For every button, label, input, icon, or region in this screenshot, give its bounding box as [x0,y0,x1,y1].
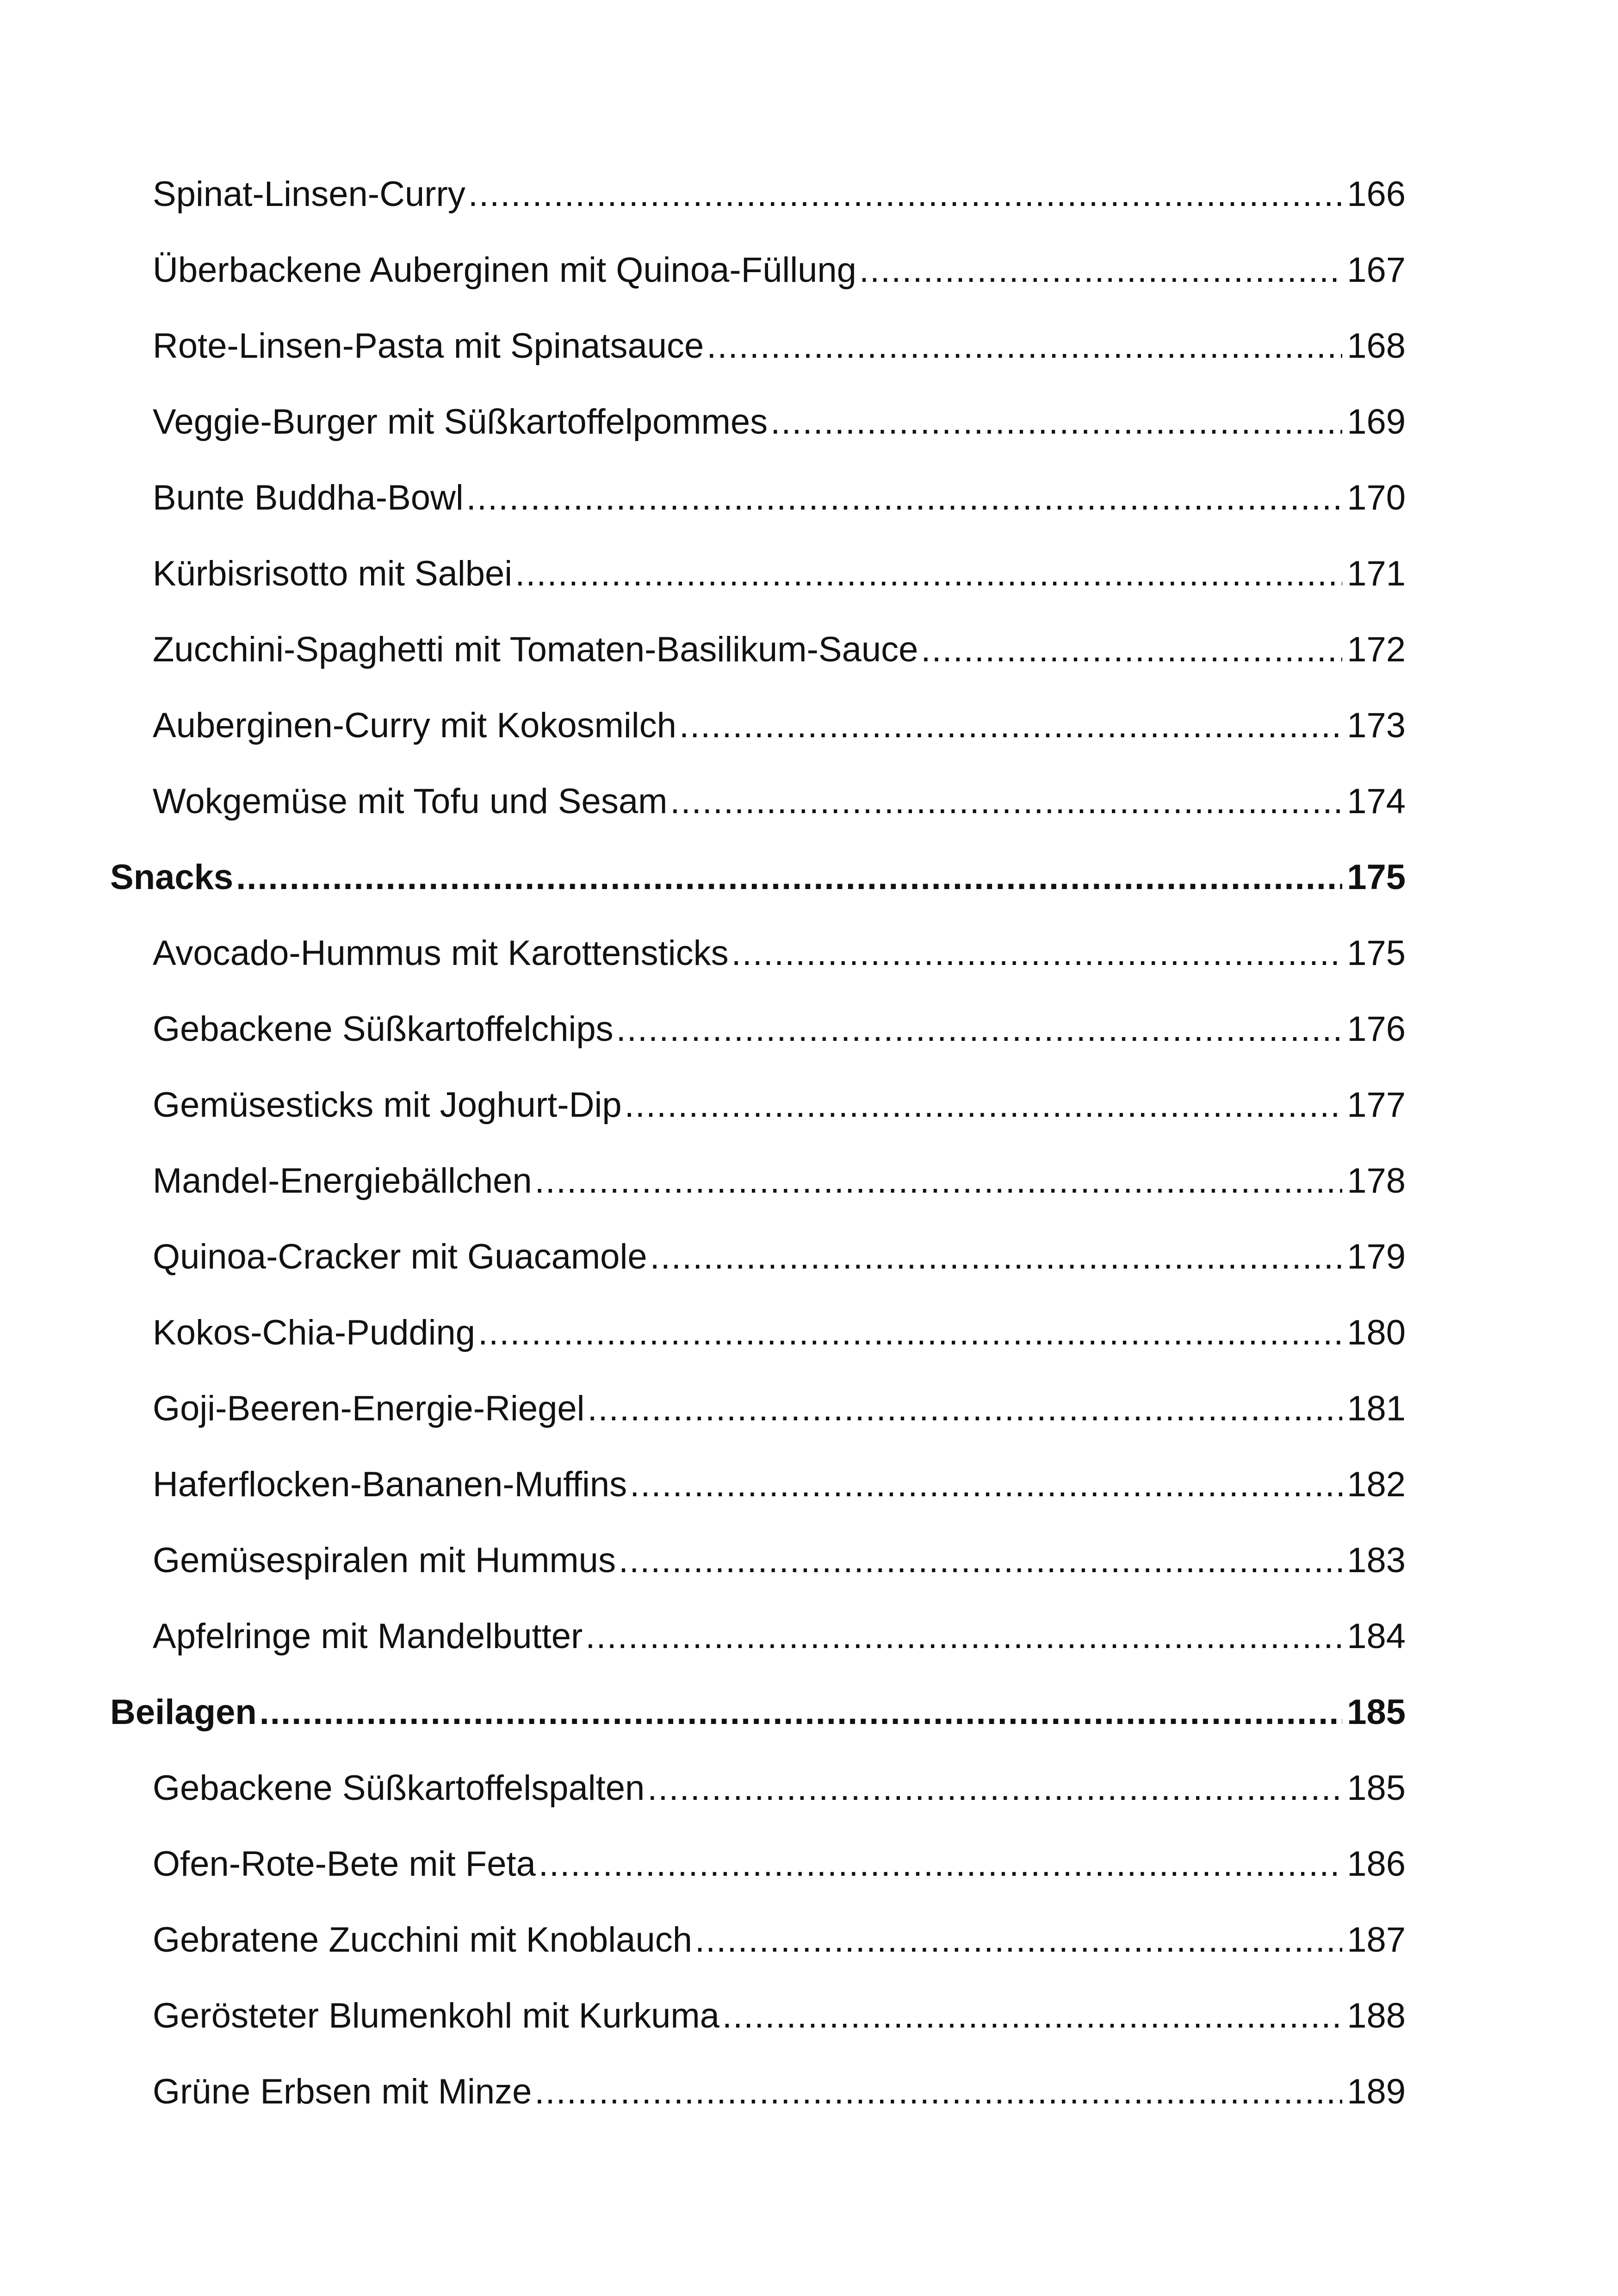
toc-page-number: 177 [1347,1085,1406,1125]
toc-entry-title: Gemüsesticks mit Joghurt-Dip [153,1085,622,1125]
toc-page-number: 170 [1347,478,1406,517]
toc-entry-bunte-buddha-bowl[interactable] [110,460,1406,536]
toc-entry-gemuesespiralen[interactable] [110,1523,1406,1599]
toc-section-beilagen[interactable] [110,1674,1406,1750]
toc-entry-title: Bunte Buddha-Bowl [153,478,464,517]
toc-leader-dots [585,1599,1342,1674]
toc-entry-zucchini-spaghetti[interactable] [110,612,1406,688]
toc-leader-dots [630,1447,1342,1523]
toc-entry-title: Veggie-Burger mit Süßkartoffelpommes [153,402,768,442]
table-of-contents [110,156,1406,2130]
toc-leader-dots [859,232,1342,308]
toc-page-number: 167 [1347,250,1406,290]
toc-entry-title: Grüne Erbsen mit Minze [153,2072,532,2111]
toc-leader-dots [670,764,1342,840]
toc-entry-geroesteter-blumenkohl[interactable] [110,1978,1406,2054]
toc-page-number: 184 [1347,1617,1406,1656]
toc-leader-dots [260,1674,1342,1750]
toc-page-number: 185 [1347,1692,1406,1732]
toc-entry-suesskartoffelchips[interactable] [110,991,1406,1067]
toc-leader-dots [588,1371,1343,1447]
toc-page-number: 187 [1347,1920,1406,1960]
toc-entry-title: Spinat-Linsen-Curry [153,174,465,214]
toc-entry-title: Gebackene Süßkartoffelchips [153,1009,614,1049]
toc-entry-auberginen-curry[interactable] [110,688,1406,764]
toc-entry-title: Quinoa-Cracker mit Guacamole [153,1237,647,1276]
toc-entry-title: Haferflocken-Bananen-Muffins [153,1465,627,1504]
toc-page-number: 183 [1347,1541,1406,1580]
toc-page-number: 172 [1347,630,1406,669]
toc-entry-apfelringe[interactable] [110,1599,1406,1674]
toc-leader-dots [695,1902,1342,1978]
toc-page-number: 188 [1347,1996,1406,2035]
toc-entry-title: Ofen-Rote-Bete mit Feta [153,1844,536,1884]
toc-leader-dots [236,840,1342,915]
toc-entry-title: Mandel-Energiebällchen [153,1161,532,1201]
toc-page-number: 168 [1347,326,1406,366]
toc-leader-dots [619,1523,1342,1599]
toc-page-number: 166 [1347,174,1406,214]
toc-entry-gruene-erbsen[interactable] [110,2054,1406,2130]
toc-entry-goji-beeren-riegel[interactable] [110,1371,1406,1447]
toc-entry-title: Wokgemüse mit Tofu und Sesam [153,782,668,821]
toc-section-title: Snacks [110,858,234,897]
toc-entry-suesskartoffelspalten[interactable] [110,1750,1406,1826]
toc-leader-dots [534,2054,1342,2130]
toc-page-number: 176 [1347,1009,1406,1049]
toc-page-number: 174 [1347,782,1406,821]
toc-entry-title: Gebackene Süßkartoffelspalten [153,1768,645,1808]
toc-leader-dots [650,1219,1343,1295]
toc-entry-title: Goji-Beeren-Energie-Riegel [153,1389,585,1428]
toc-entry-gemuesesticks[interactable] [110,1067,1406,1143]
toc-page-number: 173 [1347,706,1406,745]
toc-entry-title: Kürbisrisotto mit Salbei [153,554,513,593]
toc-entry-haferflocken-muffins[interactable] [110,1447,1406,1523]
toc-page-number: 169 [1347,402,1406,442]
toc-page-number: 186 [1347,1844,1406,1884]
toc-page-number: 171 [1347,554,1406,593]
toc-section-snacks[interactable] [110,840,1406,915]
toc-entry-quinoa-cracker[interactable] [110,1219,1406,1295]
toc-leader-dots [679,688,1342,764]
toc-page-number: 180 [1347,1313,1406,1352]
toc-leader-dots [466,460,1342,536]
toc-page-number: 181 [1347,1389,1406,1428]
toc-leader-dots [732,915,1343,991]
toc-entry-kuerbisrisotto[interactable] [110,536,1406,612]
toc-entry-title: Gemüsespiralen mit Hummus [153,1541,616,1580]
toc-entry-gebratene-zucchini[interactable] [110,1902,1406,1978]
toc-leader-dots [707,308,1342,384]
toc-entry-wokgemuese[interactable] [110,764,1406,840]
toc-entry-title: Überbackene Auberginen mit Quinoa-Füllung [153,250,856,290]
toc-entry-mandel-energiebaellchen[interactable] [110,1143,1406,1219]
toc-entry-title: Auberginen-Curry mit Kokosmilch [153,706,676,745]
toc-entry-title: Gebratene Zucchini mit Knoblauch [153,1920,692,1960]
toc-entry-ofen-rote-bete[interactable] [110,1826,1406,1902]
toc-entry-avocado-hummus[interactable] [110,915,1406,991]
toc-page-number: 189 [1347,2072,1406,2111]
toc-section-title: Beilagen [110,1692,257,1732]
toc-page-number: 185 [1347,1768,1406,1808]
toc-leader-dots [616,991,1343,1067]
toc-entry-title: Gerösteter Blumenkohl mit Kurkuma [153,1996,719,2035]
toc-leader-dots [478,1295,1342,1371]
toc-page-number: 175 [1347,933,1406,973]
toc-page-number: 175 [1347,858,1406,897]
toc-page-number: 179 [1347,1237,1406,1276]
toc-leader-dots [468,156,1342,232]
toc-page-number: 182 [1347,1465,1406,1504]
toc-entry-veggie-burger[interactable] [110,384,1406,460]
toc-leader-dots [515,536,1342,612]
toc-entry-rote-linsen-pasta[interactable] [110,308,1406,384]
toc-leader-dots [770,384,1342,460]
toc-leader-dots [539,1826,1342,1902]
toc-leader-dots [647,1750,1342,1826]
toc-entry-title: Kokos-Chia-Pudding [153,1313,476,1352]
toc-entry-kokos-chia-pudding[interactable] [110,1295,1406,1371]
toc-entry-title: Zucchini-Spaghetti mit Tomaten-Basilikum-Sauce [153,630,918,669]
toc-entry-ueberbackene-auberginen[interactable] [110,232,1406,308]
toc-leader-dots [535,1143,1343,1219]
toc-entry-title: Rote-Linsen-Pasta mit Spinatsauce [153,326,704,366]
toc-entry-title: Apfelringe mit Mandelbutter [153,1617,583,1656]
toc-leader-dots [722,1978,1342,2054]
toc-entry-spinat-linsen-curry[interactable] [110,156,1406,232]
toc-leader-dots [625,1067,1343,1143]
toc-leader-dots [921,612,1342,688]
toc-page-number: 178 [1347,1161,1406,1201]
toc-entry-title: Avocado-Hummus mit Karottensticks [153,933,729,973]
